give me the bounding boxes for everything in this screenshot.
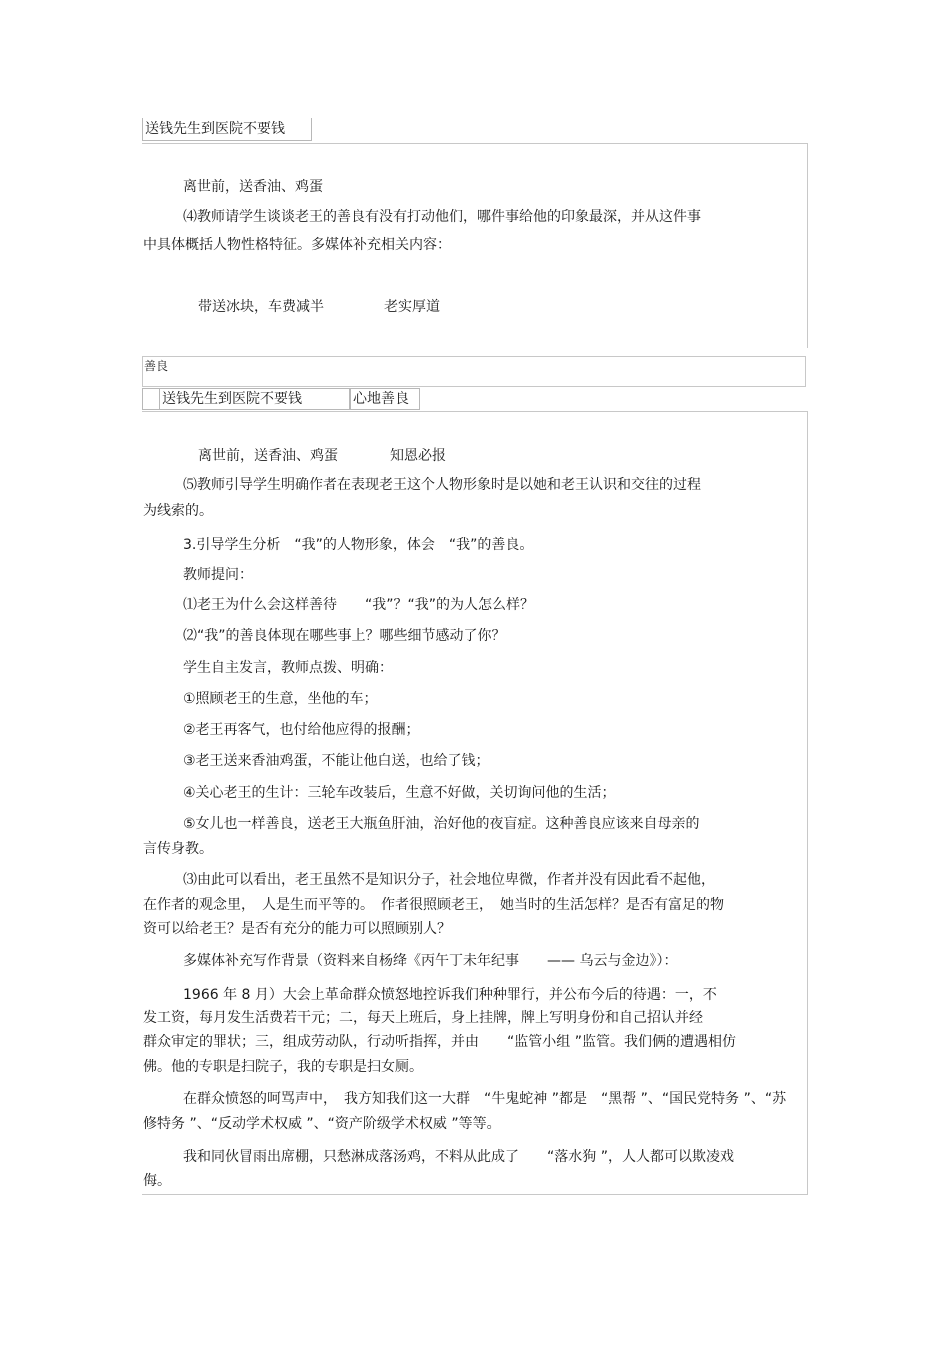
table2-row1-event: 带送冰块，车费减半 bbox=[198, 299, 324, 315]
table2-row3-trait: 心地善良 bbox=[353, 391, 409, 407]
table2-row3-event: 送钱先生到医院不要钱 bbox=[162, 391, 302, 407]
section3-a5-line2: 言传身教。 bbox=[143, 841, 213, 857]
table2-row3-event-cell bbox=[159, 388, 350, 410]
table1-header-cell bbox=[142, 118, 312, 141]
table2-row2-trait: 善良 bbox=[144, 359, 169, 373]
section3-answer-intro: 学生自主发言，教师点拨、明确： bbox=[183, 660, 393, 676]
background-p1-line2: 发工资，每月发生活费若干元；二，每天上班后，身上挂牌，牌上写明身份和自己招认并经 bbox=[143, 1010, 703, 1026]
background-p1-line3: 群众审定的罪状；三，组成劳动队，行动听指挥，并由 “监管小组 ”监管。我们俩的遭遇相仿 bbox=[143, 1034, 736, 1050]
table2-row3-spacer bbox=[142, 388, 160, 410]
para5-line2: 为线索的。 bbox=[143, 503, 213, 519]
section3-q2: ⑵“我”的善良体现在哪些事上？哪些细节感动了你？ bbox=[183, 628, 506, 644]
background-p3-line1: 我和同伙冒雨出席棚，只愁淋成落汤鸡，不料从此成了 “落水狗 ”，人人都可以欺凌戏 bbox=[183, 1149, 734, 1165]
background-p3-line2: 侮。 bbox=[143, 1173, 171, 1189]
background-p2-line1: 在群众愤怒的呵骂声中， 我方知我们这一大群 “牛鬼蛇神 ”都是 “黑帮 ”、“国民党特务 ”、“苏 bbox=[183, 1091, 787, 1107]
section3-a2: ②老王再客气，也付给他应得的报酬； bbox=[183, 722, 420, 738]
section3-a4: ④关心老王的生计：三轮车改装后，生意不好做，关切询问他的生活； bbox=[183, 785, 616, 801]
section3-q3-line1: ⑶由此可以看出，老王虽然不是知识分子，社会地位卑微，作者并没有因此看不起他， bbox=[183, 872, 715, 888]
para4-line1: ⑷教师请学生谈谈老王的善良有没有打动他们，哪件事给他的印象最深，并从这件事 bbox=[183, 209, 701, 225]
para4-line2: 中具体概括人物性格特征。多媒体补充相关内容： bbox=[143, 237, 451, 253]
section3-heading: 3.引导学生分析 “我”的人物形象，体会 “我”的善良。 bbox=[183, 537, 534, 553]
table2-body bbox=[142, 411, 808, 1195]
section3-q3-line2: 在作者的观念里， 人是生而平等的。 作者很照顾老王， 她当时的生活怎样？是否有富足的物 bbox=[143, 897, 724, 913]
para5-line1: ⑸教师引导学生明确作者在表现老王这个人物形象时是以她和老王认识和交往的过程 bbox=[183, 477, 701, 493]
table2-row4-event: 离世前，送香油、鸡蛋 bbox=[198, 448, 338, 464]
table2-row2 bbox=[142, 356, 806, 387]
background-p1-line1: 1966 年 8 月）大会上革命群众愤怒地控诉我们种种罪行，并公布今后的待遇：一，不 bbox=[183, 987, 717, 1003]
section3-a3: ③老王送来香油鸡蛋，不能让他白送，也给了钱； bbox=[183, 753, 490, 769]
section3-q3-line3: 资可以给老王？是否有充分的能力可以照顾别人？ bbox=[143, 921, 451, 937]
table1-row1-text: 离世前，送香油、鸡蛋 bbox=[183, 179, 323, 195]
background-p1-line4: 佛。他的专职是扫院子，我的专职是扫女厕。 bbox=[143, 1059, 423, 1075]
table2-row4-trait: 知恩必报 bbox=[390, 448, 446, 464]
section3-q1: ⑴老王为什么会这样善待 “我”？“我”的为人怎么样？ bbox=[183, 597, 535, 613]
table1-header-text: 送钱先生到医院不要钱 bbox=[145, 121, 285, 137]
background-p2-line2: 修特务 ”、“反动学术权威 ”、“资产阶级学术权威 ”等等。 bbox=[143, 1116, 501, 1132]
background-intro: 多媒体补充写作背景（资料来自杨绛《丙午丁未年纪事 —— 乌云与金边》）： bbox=[183, 953, 678, 969]
table2-row3-trait-cell bbox=[350, 388, 420, 410]
section3-ask: 教师提问： bbox=[183, 567, 253, 583]
section3-a1: ①照顾老王的生意，坐他的车； bbox=[183, 691, 378, 707]
table2-row1-trait: 老实厚道 bbox=[384, 299, 440, 315]
section3-a5-line1: ⑤女儿也一样善良，送老王大瓶鱼肝油，治好他的夜盲症。这种善良应该来自母亲的 bbox=[183, 816, 700, 832]
